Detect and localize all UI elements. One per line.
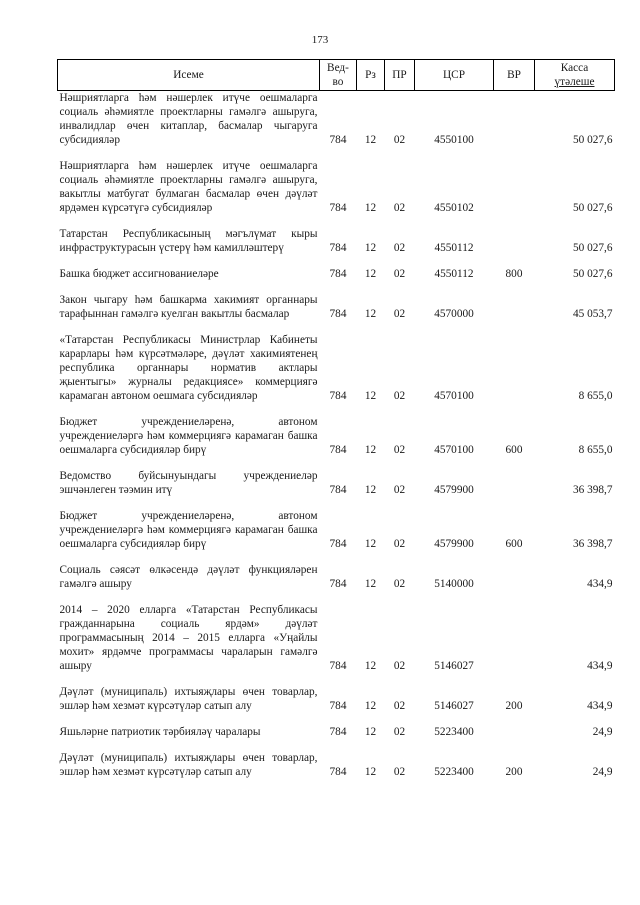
row-ved: 784 bbox=[329, 242, 347, 254]
header-kassa-line1: Касса bbox=[560, 62, 589, 74]
row-ved: 784 bbox=[329, 766, 347, 778]
row-ved: 784 bbox=[329, 202, 347, 214]
row-ved: 784 bbox=[329, 726, 347, 738]
row-spacer bbox=[58, 675, 615, 685]
row-ved: 784 bbox=[329, 134, 347, 146]
table-row bbox=[58, 725, 615, 741]
row-pr: 02 bbox=[393, 202, 406, 214]
row-rz: 12 bbox=[364, 308, 377, 320]
row-name: Дәүләт (муниципаль) ихтыяҗлары өчен товарлар, эшләр һәм хезмәт күрсәтүләр сатып алу bbox=[59, 686, 318, 712]
row-spacer-cell bbox=[58, 499, 615, 509]
row-amount: 24,9 bbox=[592, 726, 613, 738]
row-spacer-cell bbox=[58, 149, 615, 159]
row-spacer-cell bbox=[58, 675, 615, 685]
table-row bbox=[58, 415, 615, 459]
row-vr bbox=[494, 333, 535, 405]
table-row bbox=[58, 603, 615, 675]
row-name: Яшьләрне патриотик тәрбияләү чаралары bbox=[59, 726, 261, 738]
row-amount: 36 398,7 bbox=[572, 484, 613, 496]
row-name: Бюджет учреждениеләренә, автоном учреждениеләргә һәм коммерциягә карамаган башка оешмаларга субсидияләр бирү bbox=[59, 416, 318, 456]
header-pr: ПР bbox=[385, 60, 415, 91]
row-vr bbox=[494, 227, 535, 257]
row-ved: 784 bbox=[329, 308, 347, 320]
row-amount: 434,9 bbox=[587, 660, 613, 672]
row-csr: 4550112 bbox=[434, 268, 474, 280]
row-amount: 50 027,6 bbox=[572, 202, 613, 214]
row-pr: 02 bbox=[393, 538, 406, 550]
header-ved-line1: Вед- bbox=[327, 62, 349, 74]
row-csr: 5140000 bbox=[434, 578, 474, 590]
row-rz: 12 bbox=[364, 444, 377, 456]
row-vr: 200 bbox=[505, 766, 523, 778]
row-vr bbox=[494, 159, 535, 217]
row-spacer bbox=[58, 217, 615, 227]
row-spacer-cell bbox=[58, 553, 615, 563]
row-name: Башка бюджет ассигнованиеләре bbox=[59, 268, 219, 280]
row-name: Нәшриятларга һәм нәшерлек итүче оешмаларга социаль әһәмиятле проектларны гамәлгә ашыруга, инвалидлар өчен китаплар, басмалар чыгаруга субсидияләр bbox=[59, 92, 318, 146]
row-spacer bbox=[58, 257, 615, 267]
row-rz: 12 bbox=[364, 268, 377, 280]
row-spacer-cell bbox=[58, 283, 615, 293]
row-ved: 784 bbox=[329, 578, 347, 590]
row-csr: 5146027 bbox=[434, 700, 474, 712]
row-spacer bbox=[58, 553, 615, 563]
row-spacer-cell bbox=[58, 715, 615, 725]
row-name: Закон чыгару һәм башкарма хакимият органнары тарафыннан гамәлгә куелган вакытлы басмалар bbox=[59, 294, 318, 320]
row-amount: 434,9 bbox=[587, 578, 613, 590]
header-csr: ЦСР bbox=[415, 60, 494, 91]
row-vr bbox=[494, 725, 535, 741]
header-rz: Рз bbox=[357, 60, 385, 91]
row-vr bbox=[494, 91, 535, 150]
table-row bbox=[58, 91, 615, 150]
row-pr: 02 bbox=[393, 578, 406, 590]
table-row bbox=[58, 267, 615, 283]
row-vr bbox=[494, 603, 535, 675]
row-ved: 784 bbox=[329, 444, 347, 456]
row-rz: 12 bbox=[364, 766, 377, 778]
row-csr: 4579900 bbox=[434, 484, 474, 496]
budget-table bbox=[57, 59, 615, 781]
row-name: Дәүләт (муниципаль) ихтыяҗлары өчен товарлар, эшләр һәм хезмәт күрсәтүләр сатып алу bbox=[59, 752, 318, 778]
row-name: 2014 – 2020 елларга «Татарстан Республикасы гражданнарына социаль ярдәм» дәүләт программасының 2014 – 2015 елларга «Уңайлы мохит» ярдәмче программасы чараларын гамәлгә ашыру bbox=[59, 604, 318, 672]
row-csr: 4550112 bbox=[434, 242, 474, 254]
row-vr bbox=[494, 563, 535, 593]
table-row bbox=[58, 685, 615, 715]
row-pr: 02 bbox=[393, 308, 406, 320]
row-pr: 02 bbox=[393, 444, 406, 456]
row-vr: 800 bbox=[505, 268, 523, 280]
header-vr: ВР bbox=[494, 60, 535, 91]
row-name: Ведомство буйсынуындагы учреждениеләр эшчәнлеген тәэмин итү bbox=[59, 470, 318, 496]
row-vr bbox=[494, 293, 535, 323]
table-row bbox=[58, 159, 615, 217]
row-csr: 4570100 bbox=[434, 444, 474, 456]
row-spacer-cell bbox=[58, 257, 615, 267]
table-row bbox=[58, 333, 615, 405]
row-rz: 12 bbox=[364, 726, 377, 738]
header-name: Исеме bbox=[58, 60, 320, 91]
header-kassa bbox=[535, 60, 615, 91]
row-pr: 02 bbox=[393, 700, 406, 712]
row-amount: 50 027,6 bbox=[572, 242, 613, 254]
row-ved: 784 bbox=[329, 390, 347, 402]
header-ved bbox=[320, 60, 357, 91]
row-spacer bbox=[58, 149, 615, 159]
row-pr: 02 bbox=[393, 660, 406, 672]
row-vr: 600 bbox=[505, 538, 523, 550]
row-amount: 434,9 bbox=[587, 700, 613, 712]
header-ved-line2: во bbox=[332, 76, 344, 88]
row-rz: 12 bbox=[364, 578, 377, 590]
page-number: 173 bbox=[311, 34, 329, 46]
row-csr: 5146027 bbox=[434, 660, 474, 672]
table-row bbox=[58, 469, 615, 499]
row-spacer-cell bbox=[58, 405, 615, 415]
row-ved: 784 bbox=[329, 484, 347, 496]
row-pr: 02 bbox=[393, 484, 406, 496]
row-pr: 02 bbox=[393, 242, 406, 254]
table-header-row bbox=[58, 60, 615, 91]
row-csr: 4550100 bbox=[434, 134, 474, 146]
table-row bbox=[58, 227, 615, 257]
table-body bbox=[58, 91, 615, 782]
row-pr: 02 bbox=[393, 766, 406, 778]
row-spacer bbox=[58, 741, 615, 751]
row-rz: 12 bbox=[364, 242, 377, 254]
row-csr: 4550102 bbox=[434, 202, 474, 214]
row-rz: 12 bbox=[364, 700, 377, 712]
row-pr: 02 bbox=[393, 726, 406, 738]
row-amount: 24,9 bbox=[592, 766, 613, 778]
row-spacer-cell bbox=[58, 459, 615, 469]
row-csr: 4570100 bbox=[434, 390, 474, 402]
row-ved: 784 bbox=[329, 700, 347, 712]
row-name: Бюджет учреждениеләренә, автоном учреждениеләргә һәм коммерциягә карамаган башка оешмаларга субсидияләр бирү bbox=[59, 510, 318, 550]
row-csr: 5223400 bbox=[434, 726, 474, 738]
row-rz: 12 bbox=[364, 390, 377, 402]
row-spacer-cell bbox=[58, 217, 615, 227]
row-pr: 02 bbox=[393, 268, 406, 280]
row-pr: 02 bbox=[393, 390, 406, 402]
row-rz: 12 bbox=[364, 202, 377, 214]
row-spacer bbox=[58, 499, 615, 509]
row-spacer bbox=[58, 715, 615, 725]
header-kassa-line2: үтәлеше bbox=[554, 76, 595, 88]
row-vr bbox=[494, 469, 535, 499]
row-ved: 784 bbox=[329, 538, 347, 550]
row-rz: 12 bbox=[364, 538, 377, 550]
row-pr: 02 bbox=[393, 134, 406, 146]
row-spacer-cell bbox=[58, 323, 615, 333]
table-row bbox=[58, 563, 615, 593]
row-spacer bbox=[58, 593, 615, 603]
row-vr: 600 bbox=[505, 444, 523, 456]
row-name: Татарстан Республикасының мәгълүмат кыры инфраструктурасын үстерү һәм камилләштерү bbox=[59, 228, 318, 254]
table-row bbox=[58, 509, 615, 553]
row-rz: 12 bbox=[364, 134, 377, 146]
row-amount: 8 655,0 bbox=[578, 390, 613, 402]
row-csr: 5223400 bbox=[434, 766, 474, 778]
row-spacer-cell bbox=[58, 741, 615, 751]
row-rz: 12 bbox=[364, 660, 377, 672]
row-amount: 50 027,6 bbox=[572, 134, 613, 146]
row-spacer bbox=[58, 405, 615, 415]
row-amount: 50 027,6 bbox=[572, 268, 613, 280]
row-ved: 784 bbox=[329, 660, 347, 672]
row-spacer-cell bbox=[58, 593, 615, 603]
row-spacer bbox=[58, 323, 615, 333]
row-csr: 4570000 bbox=[434, 308, 474, 320]
row-vr: 200 bbox=[505, 700, 523, 712]
row-amount: 8 655,0 bbox=[578, 444, 613, 456]
row-rz: 12 bbox=[364, 484, 377, 496]
row-amount: 45 053,7 bbox=[572, 308, 613, 320]
row-csr: 4579900 bbox=[434, 538, 474, 550]
row-spacer bbox=[58, 459, 615, 469]
row-amount: 36 398,7 bbox=[572, 538, 613, 550]
row-name: «Татарстан Республикасы Министрлар Кабинеты карарлары һәм күрсәтмәләре, дәүләт хакимиятенең республика органнары норматив актлары җыентыгы» журналы редакциясе» коммерциягә карамаган автоном оешмага субсидияләр bbox=[59, 334, 318, 402]
row-spacer bbox=[58, 283, 615, 293]
table-row bbox=[58, 293, 615, 323]
row-name: Нәшриятларга һәм нәшерлек итүче оешмаларга социаль әһәмиятле проектларны гамәлгә ашыруга, вакытлы матбугат булмаган басмалар өчен дәүләт ярдәмен күрсәтүгә субсидияләр bbox=[59, 160, 318, 214]
row-name: Социаль сәясәт өлкәсендә дәүләт функцияләрен гамәлгә ашыру bbox=[59, 564, 318, 590]
row-ved: 784 bbox=[329, 268, 347, 280]
table-row bbox=[58, 751, 615, 781]
